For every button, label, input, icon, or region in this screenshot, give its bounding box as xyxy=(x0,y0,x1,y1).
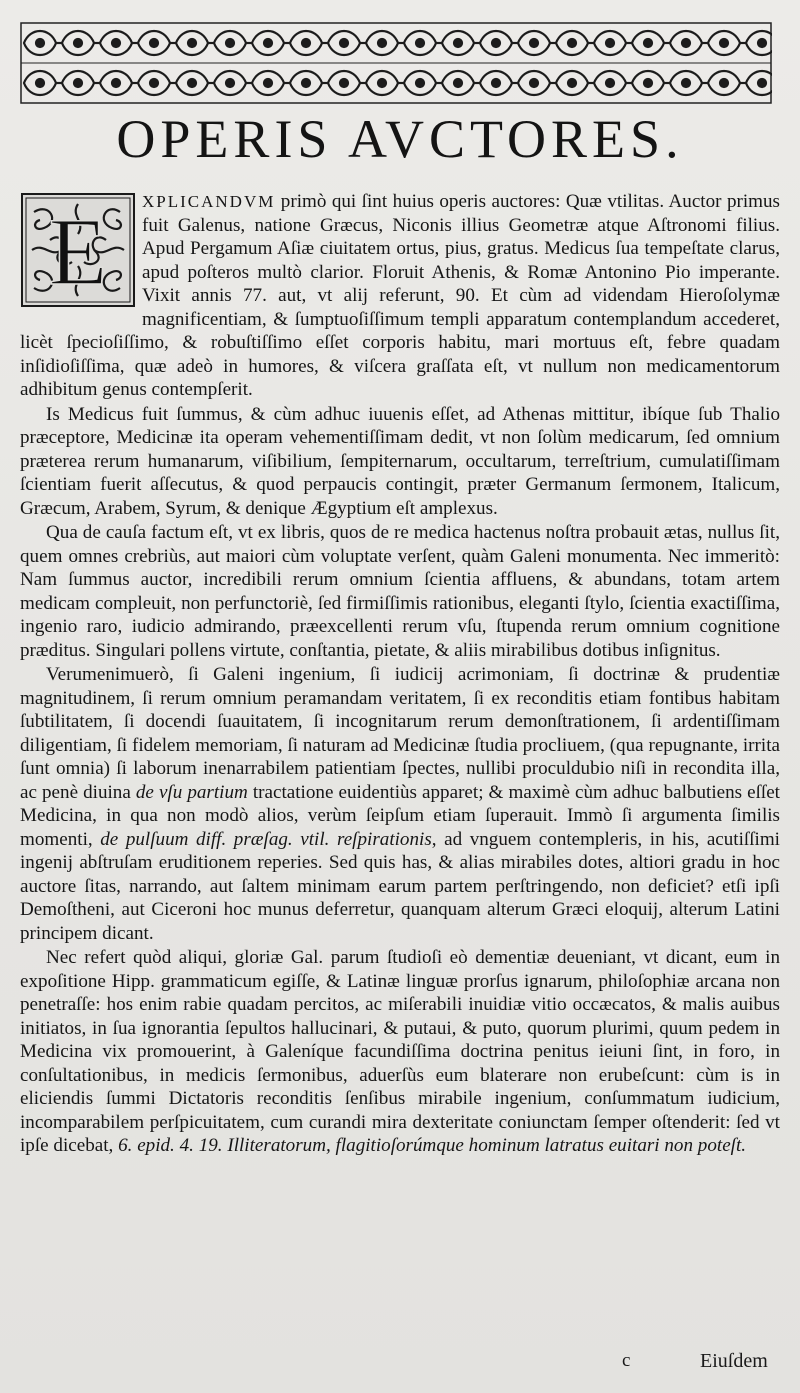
paragraph-4-text-b: tractatione euidentiùs apparet; & maximè cùm adhuc balbutiens eſſet Medicina, in qua non modò alios, verùm ſeipſum etiam ſuperauit. Immò ſi argumenta ſimilis momenti, xyxy=(20,781,780,850)
ornament-dot-icon xyxy=(758,39,766,47)
page-title: OPERIS AVCTORES. xyxy=(116,109,684,169)
paragraph-4 xyxy=(20,663,780,945)
ornament-dot-icon xyxy=(302,79,310,87)
ornament-dot-icon xyxy=(454,79,462,87)
ornament-dot-icon xyxy=(226,79,234,87)
ornament-dot-icon xyxy=(416,79,424,87)
initial-letter: E xyxy=(48,198,108,305)
ornament-dot-icon xyxy=(188,79,196,87)
ornament-dot-icon xyxy=(492,39,500,47)
ornament-dot-icon xyxy=(264,79,272,87)
ornament-dot-icon xyxy=(226,39,234,47)
decorated-initial-e-icon xyxy=(20,192,142,308)
ornament-dot-icon xyxy=(264,39,272,47)
ornament-dot-icon xyxy=(644,39,652,47)
ornament-dot-icon xyxy=(416,39,424,47)
body-text xyxy=(20,190,780,1159)
ornament-dot-icon xyxy=(568,79,576,87)
ornament-dot-icon xyxy=(530,79,538,87)
ornament-dot-icon xyxy=(112,79,120,87)
paragraph-1-lead: XPLICANDVM xyxy=(142,192,276,211)
ornament-dot-icon xyxy=(568,39,576,47)
ornament-dot-icon xyxy=(150,39,158,47)
catchword: Eiuſdem xyxy=(700,1350,768,1372)
paragraph-3: Qua de cauſa factum eſt, vt ex libris, quos de re medica hactenus noſtra probauit ætas, nullus ſit, quem omnes crebriùs, aut maiori cùm voluptate verſent, quàm Galeni monumenta. Nec immeritò: Nam ſummus auctor, incredibili rerum omnium ſcientia affluens, & abundans, totam artem medicam compleuit, non perfunctoriè, ſed firmiſſimis rationibus, eleganti ſtylo, ſcientia exactiſſima, ingenio raro, iudicio admirando, præexcellenti rerum vſu, ſtupenda rerum omnium cognitione præditus. Singulari pollens virtute, conſtantia, pietate, & aliis mirabilibus dotibus inſignitus. xyxy=(20,522,780,661)
paragraph-4-text-a: Verumenimuerò, ſi Galeni ingenium, ſi iudicij acrimoniam, ſi doctrinæ & prudentiæ magnitudinem, ſi rerum omnium peramandam veritatem, ſi ex reconditis etiam fontibus habitam ſubtilitatem, ſi docendi ſuauitatem, ſi incognitarum rerum demonſtrationem, ſi ardentiſſimam diligentiam, ſi fidelem memoriam, ſi naturam ad Medicinæ ſtudia procliuem, (qua repugnante, irrita ſunt omnia) ſi laborum inenarrabilem patientiam ſpectes, nullibi proculdubio niſi in recondita illa, ac penè diuina xyxy=(20,664,780,803)
ornament-dot-icon xyxy=(36,39,44,47)
ornament-dot-icon xyxy=(720,39,728,47)
ornament-dot-icon xyxy=(302,39,310,47)
ornament-dot-icon xyxy=(492,79,500,87)
ornament-dot-icon xyxy=(150,79,158,87)
ornament-dot-icon xyxy=(682,39,690,47)
ornament-dot-icon xyxy=(606,79,614,87)
ornament-dot-icon xyxy=(378,79,386,87)
ornament-dot-icon xyxy=(606,39,614,47)
paragraph-1-text: primò qui ſint huius operis auctores: Quæ vtilitas. Auctor primus fuit Galenus, natione Græcus, Niconis illius Geometræ atque Aſtronomi filius. Apud Pergamum Aſiæ ciuitatem ortus, pius, gratus. Medicus ſua tempeſtate clarus, apud poſteros multò clarior. Floruit Athenis, & Romæ Antonino Pio imperante. Vixit annis 77. aut, vt alij referunt, 90. Et cùm ad videndam Hieroſolymæ magnificentiam, & ſumptuoſiſſimum templi apparatum contemplandum accederet, licèt ſpecioſiſſimo, & robuſtiſſimo eſſet corporis habitu, mari mortuus eſt, febre quadam inſidioſiſſima, quæ adeò in humores, & viſcera graſſata eſt, vt nullum non medicamentorum adhibitum genus contempſerit. xyxy=(20,191,780,400)
ornament-dot-icon xyxy=(454,39,462,47)
ornament-dot-icon xyxy=(644,79,652,87)
ornament-dot-icon xyxy=(112,39,120,47)
paragraph-4-italic-a: de vſu partium xyxy=(135,781,248,803)
paragraph-5-italic-a: 6. epid. 4. 19. Illiteratorum, flagitioſorúmque hominum latratus euitari non poteſt. xyxy=(118,1135,747,1156)
paragraph-5 xyxy=(20,946,780,1158)
paragraph-2: Is Medicus fuit ſummus, & cùm adhuc iuuenis eſſet, ad Athenas mittitur, ibíque ſub Thalio præceptore, Medicinæ ita operam vehementiſſimam dedit, vt non ſolùm medicarum, ſed omnium præterea rerum humanarum, viſibilium, ſempiternarum, occultarum, terreſtrium, cumulatiſſimam ſcientiam fuerit aſſecutus, & quod perpaucis contingit, præter Germanum ſermonem, Italicum, Græcum, Arabem, Syrum, & denique Ægyptium eſt amplexus. xyxy=(20,403,780,519)
ornament-dot-icon xyxy=(720,79,728,87)
signature-mark: c xyxy=(622,1350,631,1371)
paragraph-4-italic-b: de pulſuum diff. præſag. vtil. reſpirationis xyxy=(100,828,432,850)
ornamental-header-band xyxy=(20,22,772,104)
paragraph-5-text-a: Nec refert quòd aliqui, gloriæ Gal. parum ſtudioſi eò dementiæ deueniant, vt dicant, eum in expoſitione Hipp. grammaticum egiſſe, & Latinæ linguæ prorſus ignarum, philoſophiæ arcana non penetraſſe: hos enim rabie quadam percitos, ac miſerabili inuidiæ vitio occæcatos, & malis auibus initiatos, in ſua ignorantia ſepultos hallucinari, & putaui, & puto, quorum plurimi, quum pedem in Medicina vix promouerint, à Galeníque facundiſſima doctrina penitus ieiuni ſint, in foro, in conſultationibus, in medicis ſermonibus, aduerſùs eum blaterare non erubeſcunt: cùm is in eliciendis ſummi Dictatoris reconditis ſenſibus mirabile ingenium, conſummatum iudicium, incomparabilem perſpicuitatem, cum curandi mira dexteritate coniunctam ſemper oſtenderit: ſed vt ipſe dicebat, xyxy=(20,947,780,1156)
ornament-dot-icon xyxy=(682,79,690,87)
ornament-dot-icon xyxy=(530,39,538,47)
ornament-dot-icon xyxy=(74,39,82,47)
paragraph-4-text-c: , ad vnguem contempleris, in his, acutiſſimi ingenij abſtruſam eruditionem reperies. Sed quis has, & alias mirabiles dotes, altiori gradu in hoc auctore ſitas, narrando, aut ſaltem minimam earum partem perſtringendo, non deficiet? etſi ipſi Demoſtheni, aut Ciceroni hoc munus deferretur, quanquam alterum Græci eloquij, alterum Latini principem dicant. xyxy=(20,828,780,944)
ornament-dot-icon xyxy=(188,39,196,47)
ornament-dot-icon xyxy=(340,79,348,87)
ornament-dot-icon xyxy=(36,79,44,87)
ornament-dot-icon xyxy=(378,39,386,47)
ornament-dot-icon xyxy=(758,79,766,87)
ornament-dot-icon xyxy=(74,79,82,87)
ornament-dot-icon xyxy=(340,39,348,47)
